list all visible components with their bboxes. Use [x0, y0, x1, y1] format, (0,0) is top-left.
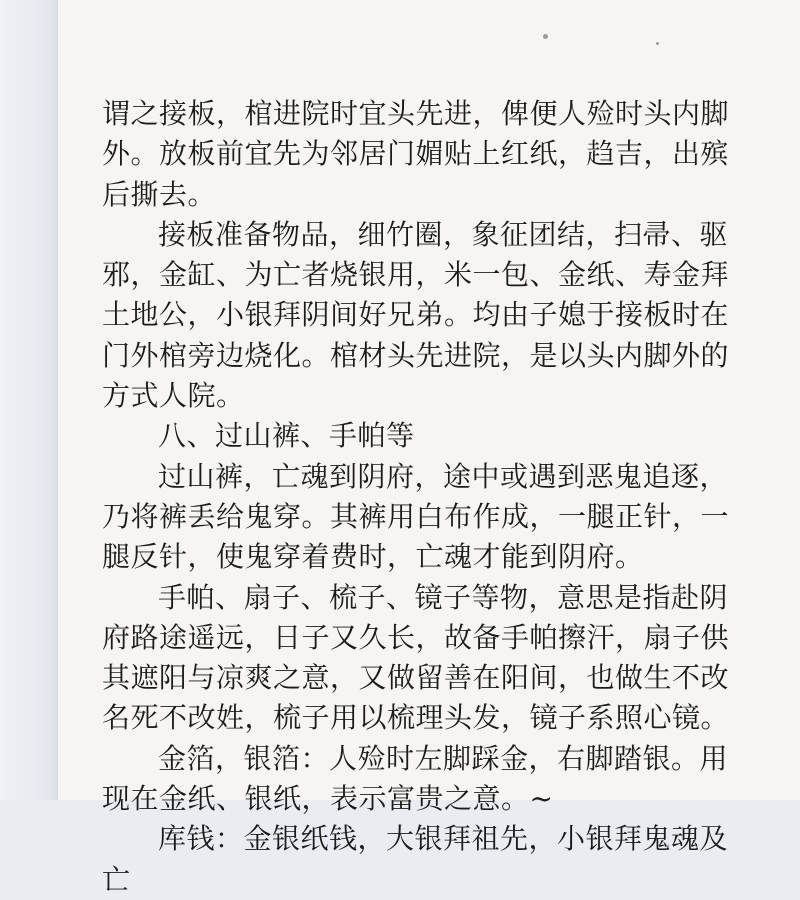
scanned-page — [58, 0, 800, 896]
page-edge-shadow — [0, 0, 58, 800]
section-heading-8: 八、过山裤、手帕等 — [158, 419, 415, 453]
paragraph-treasury-money: 库钱：金银纸钱，大银拜祖先，小银拜鬼魂及亡 — [102, 822, 729, 896]
paragraph-mountain-trousers: 过山裤，亡魂到阴府，途中或遇到恶鬼追逐，乃将裤丢给鬼穿。其裤用白布作成，一腿正针，一腿反针，使鬼穿着费时，亡魂才能到阴府。 — [102, 459, 730, 574]
page-text — [102, 94, 742, 900]
paragraph-gold-silver-foil: 金箔，银箔：人殓时左脚踩金，右脚踏银。用现在金纸、银纸，表示富贵之意。~ — [102, 741, 729, 816]
scan-speck — [656, 42, 659, 45]
paragraph-handkerchief-items: 手帕、扇子、梳子、镜子等物，意思是指赴阴府路途遥远，日子又久长，故备手帕擦汗，扇子供其遮阳与凉爽之意，又做留善在阳间，也做生不改名死不改姓，梳子用以梳理头发，镜子系照心镜。 — [102, 580, 730, 735]
paragraph-coffin-preparation: 接板准备物品，细竹圈，象征团结，扫帚、驱邪，金缸、为亡者烧银用，米一包、金纸、寿金拜土地公，小银拜阴间好兄弟。均由子媳于接板时在门外棺旁边烧化。棺材头先进院，是以头内脚外的方式人院。 — [102, 217, 730, 413]
paragraph-continuation: 谓之接板，棺进院时宜头先进，俾便人殓时头内脚外。放板前宜先为邻居门媚贴上红纸，趋吉，出殡后撕去。 — [102, 97, 730, 211]
scan-speck — [543, 34, 548, 39]
